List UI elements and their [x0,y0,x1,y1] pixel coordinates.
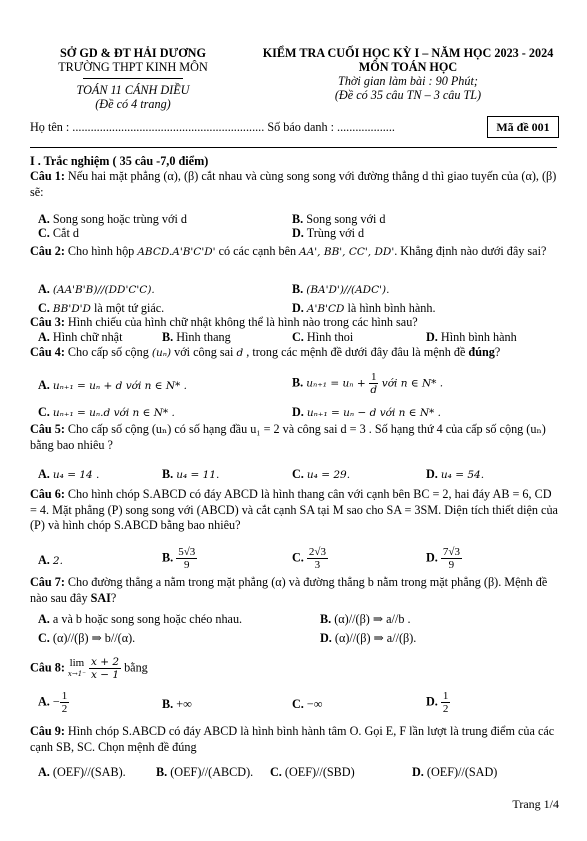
option-text: (α)//(β) ⇒ a//(β). [334,631,417,645]
denominator: 2 [61,703,68,715]
question-text: Cho đường thẳng a nằm trong mặt phẳng (α) và đường thẳng b nằm trong mặt phẳng (β). Mệnh đề nào sau đây [30,575,548,605]
duration: Thời gian làm bài : 90 Phút; [338,74,478,88]
question-4 [30,345,560,362]
question-text: . Khẳng định nào dưới đây sai? [394,244,547,258]
option-letter: C. [38,631,50,645]
question-label: Câu 6: [30,487,65,501]
option-text: −∞ [306,697,323,711]
question-6 [30,487,560,534]
header-left [28,46,238,111]
option-text: Song song với d [306,212,386,226]
question-1 [30,169,560,200]
id-field: Số báo danh : ................... [267,120,395,134]
question-text: Cho hình chóp S.ABCD có đáy ABCD là hình thang cân với cạnh bên BC = 2, hai đáy AB = 6, CD = 4. Mặt phẳng (P) song song với (ABCD) và cắt cạnh SA tại M sao cho SA = 3SM. Diện tích thiết diện của (P) và hình chóp S.ABCD bằng bao nhiêu? [30,487,558,532]
limit-subscript: x→1⁻ [67,669,86,678]
numerator: 1 [370,371,377,383]
limit-text: lim [69,656,85,669]
option-text: u₄ = 54. [440,469,485,481]
minus-sign: − [52,694,60,709]
emphasis: đúng [468,345,495,359]
option-text: (α)//(β) ⇒ b//(α). [52,631,136,645]
option-letter: B. [162,550,174,565]
option-7a[interactable] [38,612,242,627]
course-name: TOÁN 11 CÁNH DIỀU [76,83,190,97]
option-text: Hình chữ nhật [52,330,123,344]
math-expression: A'B'CD [306,303,345,315]
option-9d[interactable] [412,765,497,780]
option-8c[interactable] [292,697,322,712]
option-text: 2. [52,555,63,567]
fraction [60,690,70,715]
option-3d[interactable] [426,330,517,345]
fraction [89,656,121,681]
department: SỞ GD & ĐT HẢI DƯƠNG [60,46,206,60]
question-text: với công sai [171,345,237,359]
denominator: 3 [314,559,321,571]
denominator: x − 1 [90,669,120,681]
subject: MÔN TOÁN HỌC [358,60,458,74]
question-text: Hình chóp S.ABCD có đáy ABCD là hình bình hành tâm O. Gọi E, F lần lượt là trung điểm của các cạnh SB, SC. Chọn mệnh đề đúng [30,724,555,754]
question-9 [30,724,560,755]
option-text: uₙ₊₁ = uₙ + d với n ∈ N* . [52,380,187,392]
option-text: uₙ₊₁ = uₙ − d với n ∈ N* . [306,407,441,419]
option-3b[interactable] [162,330,231,345]
option-text: u₄ = 14 . [52,469,100,481]
option-letter: D. [292,301,304,315]
math-expression: (uₙ) [151,347,172,359]
option-5b[interactable] [162,467,219,483]
option-letter: B. [162,330,174,344]
question-label: Câu 2: [30,244,65,258]
exam-title: KIỂM TRA CUỐI HỌC KỲ I – NĂM HỌC 2023 - 2024 [262,46,554,60]
option-1b[interactable] [292,212,385,227]
question-7 [30,575,560,606]
composition: (Đề có 35 câu TN – 3 câu TL) [334,88,482,102]
option-text: Song song hoặc trùng với d [52,212,187,226]
option-letter: A. [38,612,50,626]
option-letter: C. [270,765,282,779]
denominator: 9 [184,559,190,571]
option-letter: C. [292,697,304,711]
numerator: 2√3 [308,546,326,558]
question-label: Câu 4: [30,345,65,359]
option-letter: D. [320,631,332,645]
option-letter: A. [38,378,50,392]
option-letter: B. [292,282,304,296]
exam-code: Mã đề 001 [487,116,559,138]
option-letter: D. [426,694,438,709]
option-letter: D. [292,405,304,419]
option-letter: C. [292,330,304,344]
question-2 [30,244,560,261]
option-9b[interactable] [156,765,253,780]
option-letter: A. [38,467,50,481]
numerator: 1 [442,690,449,702]
question-text: Nếu hai mặt phẳng (α), (β) cắt nhau và cùng song song với đường thẳng d thì giao tuyến của (α), (β) sẽ: [30,169,557,199]
option-4b[interactable] [292,371,443,396]
option-2a[interactable] [38,282,155,298]
option-text: (OEF)//(ABCD). [170,765,254,779]
student-info [30,120,561,135]
option-7c[interactable] [38,631,135,646]
option-4d[interactable] [292,405,441,421]
math-expression: với n ∈ N* . [378,377,444,390]
question-label: Câu 5: [30,422,65,436]
option-text: u₄ = 11. [176,469,220,481]
question-8 [30,656,560,681]
option-letter: B. [162,467,174,481]
option-text: Cắt d [52,226,79,240]
divider [83,78,183,79]
option-letter: A. [38,765,50,779]
option-5d[interactable] [426,467,484,483]
option-7d[interactable] [320,631,416,646]
fraction [176,546,197,571]
option-text: Hình bình hành [440,330,517,344]
header-right [252,46,564,102]
question-label: Câu 3: [30,315,65,329]
option-9c[interactable] [270,765,355,780]
option-text: Hình thoi [306,330,354,344]
option-text: (α)//(β) ⇒ a//b . [334,612,411,626]
question-text: Cho cấp số cộng (uₙ) có số hạng đầu u₁ = 2 và công sai d = 3 . Số hạng thứ 4 của cấp số cộng (uₙ) bằng bao nhiêu ? [30,422,546,452]
option-letter: C. [38,405,50,419]
option-3c[interactable] [292,330,353,345]
option-letter: B. [292,375,304,390]
option-4c[interactable] [38,405,175,421]
option-1a[interactable] [38,212,187,227]
option-8d[interactable] [426,690,450,715]
option-letter: A. [38,553,50,567]
option-text: +∞ [176,697,192,711]
option-1c[interactable] [38,226,79,241]
question-5 [30,422,560,453]
option-letter: D. [412,765,424,779]
math-expression: AA', BB', CC', DD' [299,246,395,258]
option-text: u₄ = 29. [306,469,351,481]
option-4a[interactable] [38,378,187,394]
option-letter: C. [292,550,304,565]
option-letter: B. [320,612,332,626]
question-label: Câu 9: [30,724,65,738]
denominator: 9 [448,559,455,571]
option-6d[interactable] [426,546,462,571]
option-6c[interactable] [292,546,328,571]
math-expression: d [236,347,244,359]
option-text: là hình bình hành. [344,301,436,315]
question-text: Hình chiếu của hình chữ nhật không thể là hình nào trong các hình sau? [64,315,418,329]
option-letter: D. [426,330,438,344]
numerator: x + 2 [90,656,120,668]
option-letter: B. [156,765,168,779]
fraction [307,546,328,571]
math-expression: BB'D'D [52,303,91,315]
question-text: Cho hình hộp [64,244,138,258]
question-label: Câu 7: [30,575,65,589]
question-text: bằng [121,660,148,675]
option-5a[interactable] [38,467,99,483]
option-text: (OEF)//(SAB). [52,765,126,779]
question-label: Câu 1: [30,169,65,183]
option-text: Hình thang [176,330,231,344]
option-letter: A. [38,694,50,709]
option-text: (OEF)//(SAD) [426,765,498,779]
question-3 [30,315,560,331]
option-letter: C. [38,226,50,240]
option-8a[interactable] [38,690,69,715]
section-title: I . Trắc nghiệm ( 35 câu -7,0 điểm) [30,154,209,168]
option-letter: A. [38,212,50,226]
question-text: ? [494,345,501,359]
option-5c[interactable] [292,467,350,483]
option-7b[interactable] [320,612,411,627]
limit-operator [68,658,86,680]
name-field: Họ tên : ............................................................... [30,120,265,134]
option-6b[interactable] [162,546,197,571]
fraction [441,690,451,715]
question-text: ? [110,590,117,605]
math-expression: uₙ₊₁ = uₙ + [306,377,369,390]
option-text: uₙ₊₁ = uₙ.d với n ∈ N* . [52,407,175,419]
denominator: 2 [442,703,449,715]
option-letter: C. [292,467,304,481]
denominator: d [370,384,378,396]
math-expression: ABCD.A'B'C'D' [137,246,216,258]
numerator: 7√3 [442,546,460,558]
option-text: (AA'B'B)//(DD'C'C). [52,284,155,296]
option-1d[interactable] [292,226,364,241]
option-text: (BA'D')//(ADC'). [306,284,390,296]
option-letter: C. [38,301,50,315]
numerator: 1 [61,690,68,702]
page-number: Trang 1/4 [512,797,559,811]
question-text: có các cạnh bên [215,244,300,258]
option-2b[interactable] [292,282,389,298]
question-text: Cho cấp số cộng [64,345,152,359]
option-text: Trùng với d [306,226,365,240]
option-text: a và b hoặc song song hoặc chéo nhau. [52,612,243,626]
option-text: là một tứ giác. [90,301,165,315]
option-letter: A. [38,330,50,344]
option-letter: D. [426,467,438,481]
numerator: 5√3 [178,546,196,558]
question-label: Câu 8: [30,660,65,675]
question-text: , trong các mệnh đề dưới đây đâu là mệnh đề [243,345,469,359]
option-6a[interactable] [38,553,63,569]
option-9a[interactable] [38,765,126,780]
option-letter: B. [162,697,174,711]
fraction [441,546,462,571]
option-text: (OEF)//(SBD) [284,765,355,779]
divider [30,147,557,148]
option-letter: A. [38,282,50,296]
school-name: TRƯỜNG THPT KINH MÔN [58,60,208,74]
option-letter: D. [426,550,438,565]
page-count: (Đề có 4 trang) [95,97,171,111]
option-letter: D. [292,226,304,240]
emphasis: SAI [90,590,111,605]
option-3a[interactable] [38,330,122,345]
option-letter: B. [292,212,304,226]
option-8b[interactable] [162,697,192,712]
